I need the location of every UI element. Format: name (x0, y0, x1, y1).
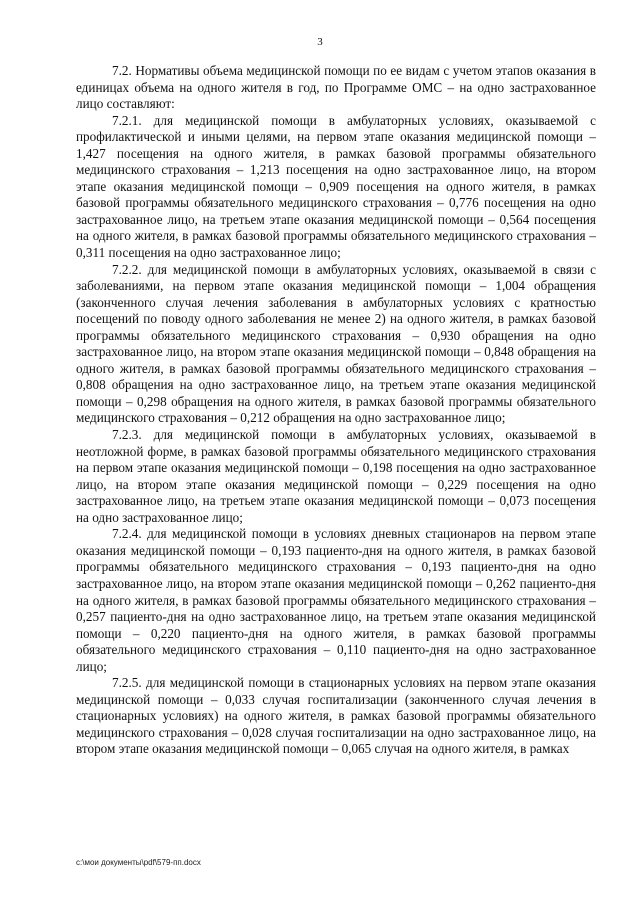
paragraph-7-2-4: 7.2.4. для медицинской помощи в условиях дневных стационаров на первом этапе оказания медицинской помощи – 0,193 пациенто-дня на одного жителя, в рамках базовой программы обязательного медицинского страхования – 0,193 пациенто-дня на одно застрахованное лицо, на втором этапе оказания медицинской помощи – 0,262 пациенто-дня на одного жителя, в рамках базовой программы обязательного медицинского страхования – 0,257 пациенто-дня на одно застрахованное лицо, на третьем этапе оказания медицинской помощи – 0,220 пациенто-дня на одного жителя, в рамках базовой программы обязательного медицинского страхования – 0,110 пациенто-дня на одно застрахованное лицо; (76, 526, 596, 674)
paragraph-7-2-3: 7.2.3. для медицинской помощи в амбулаторных условиях, оказываемой в неотложной форме, в рамках базовой программы обязательного медицинского страхования на первом этапе оказания медицинской помощи – 0,198 посещения на одно застрахованное лицо, на втором этапе оказания медицинской помощи – 0,229 посещения на одно застрахованное лицо, на третьем этапе оказания медицинской помощи – 0,073 посещения на одно застрахованное лицо; (76, 427, 596, 525)
page-number: 3 (317, 36, 323, 48)
paragraph-7-2-2: 7.2.2. для медицинской помощи в амбулаторных условиях, оказываемой в связи с заболеваниями, на первом этапе оказания медицинской помощи – 1,004 обращения (законченного случая лечения заболевания в амбулаторных условиях с кратностью посещений по поводу одного заболевания не менее 2) на одного жителя, в рамках базовой программы обязательного медицинского страхования – 0,930 обращения на одно застрахованное лицо, на втором этапе оказания медицинской помощи – 0,848 обращения на одного жителя, в рамках базовой программы обязательного медицинского страхования – 0,808 обращения на одно застрахованное лицо, на третьем этапе оказания медицинской помощи – 0,298 обращения на одного жителя, в рамках базовой программы обязательного медицинского страхования – 0,212 обращения на одно застрахованное лицо; (76, 261, 596, 426)
paragraph-7-2-5: 7.2.5. для медицинской помощи в стационарных условиях на первом этапе оказания медицинской помощи – 0,033 случая госпитализации (законченного случая лечения в стационарных условиях) на одного жителя, в рамках базовой программы обязательного медицинского страхования – 0,028 случая госпитализации на одно застрахованное лицо, на втором этапе оказания медицинской помощи – 0,065 случая на одного жителя, в рамках (76, 675, 596, 757)
footer-file-path: c:\мои документы\pdf\579-пп.docx (76, 858, 201, 867)
document-body (76, 63, 596, 758)
paragraph-7-2: 7.2. Нормативы объема медицинской помощи по ее видам с учетом этапов оказания в единицах объема на одного жителя в год, по Программе ОМС – на одно застрахованное лицо составляют: (76, 63, 596, 112)
paragraph-7-2-1: 7.2.1. для медицинской помощи в амбулаторных условиях, оказываемой с профилактической и иными целями, на первом этапе оказания медицинской помощи – 1,427 посещения на одного жителя, в рамках базовой программы обязательного медицинского страхования – 1,213 посещения на одно застрахованное лицо, на втором этапе оказания медицинской помощи – 0,909 посещения на одного жителя, в рамках базовой программы обязательного медицинского страхования – 0,776 посещения на одно застрахованное лицо, на третьем этапе оказания медицинской помощи – 0,564 посещения на одного жителя, в рамках базовой программы обязательного медицинского страхования – 0,311 посещения на одно застрахованное лицо; (76, 112, 596, 261)
